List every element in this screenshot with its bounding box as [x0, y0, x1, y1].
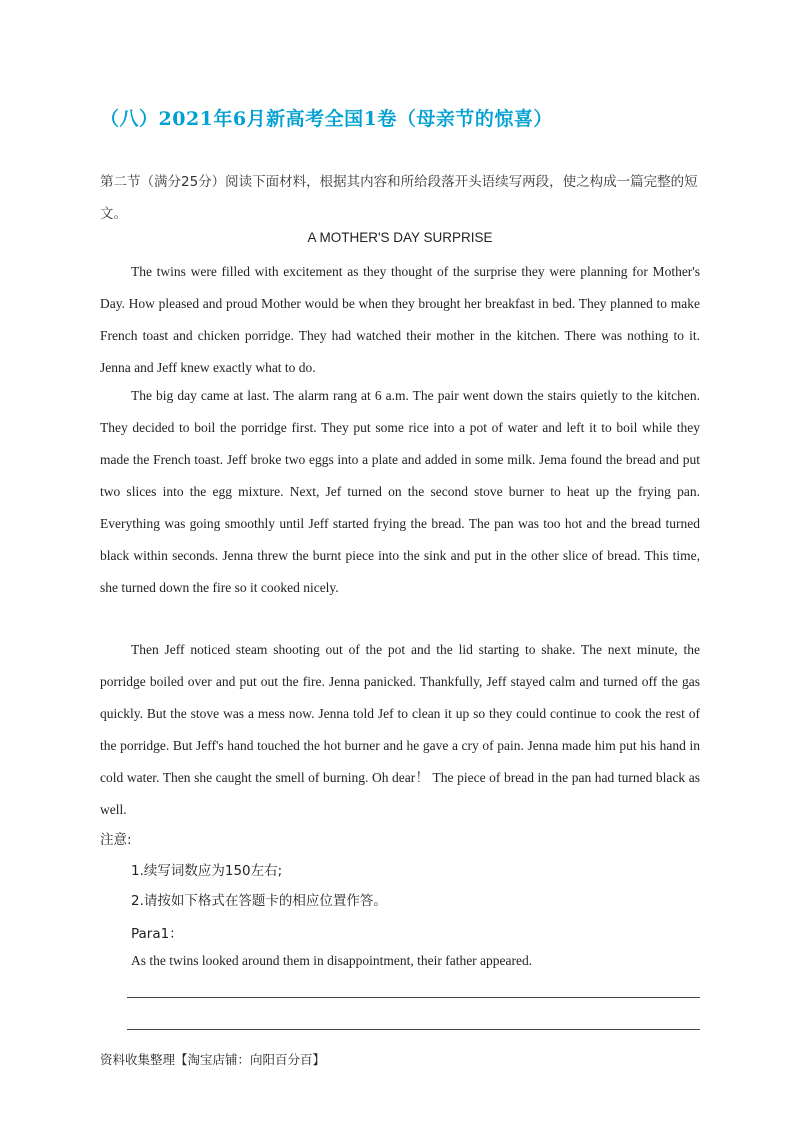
answer-line — [127, 1029, 700, 1030]
page-title: （八）2021年6月新高考全国1卷（母亲节的惊喜） — [100, 108, 553, 130]
requirement-word-count: 1.续写词数应为150左右; — [131, 863, 283, 879]
task-instructions: 第二节（满分25分）阅读下面材料，根据其内容和所给段落开头语续写两段，使之构成一篇完整的短文。 — [100, 174, 698, 222]
notes-label: 注意: — [100, 832, 132, 848]
story-paragraph-3: Then Jeff noticed steam shooting out of the pot and the lid starting to shake. The next minute, the porridge boiled over and put out the fire. Jenna panicked. Thankfully, Jeff stayed calm and turned off the gas quickly. But the stove was a mess now. Jenna told Jef to clean it up so they could continue to cook the rest of the porridge. But Jeff's hand touched the hot burner and he gave a cry of pain. Jenna made him put his hand in cold water. Then she caught the smell of burning. Oh dear！ The piece of bread in the pan had turned black as well. — [100, 642, 700, 817]
story-paragraph-2: The big day came at last. The alarm rang at 6 a.m. The pair went down the stairs quietly to the kitchen. They decided to boil the porridge first. They put some rice into a pot of water and left it to boil while they made the French toast. Jeff broke two eggs into a plate and added in some milk. Jema found the bread and put two slices into the egg mixture. Next, Jef turned on the second stove burner to heat up the frying pan. Everything was going smoothly until Jeff started frying the bread. The pan was too hot and the bread turned black within seconds. Jenna threw the burnt piece into the sink and put in the other slice of bread. This time, she turned down the fire so it cooked nicely. — [100, 388, 700, 595]
para1-label: Para1： — [131, 926, 183, 942]
story-paragraph-1: The twins were filled with excitement as they thought of the surprise they were planning for Mother's Day. How pleased and proud Mother would be when they brought her breakfast in bed. They planned to make French toast and chicken porridge. They had watched their mother in the kitchen. There was nothing to it. Jenna and Jeff knew exactly what to do. — [100, 264, 700, 375]
answer-line — [127, 997, 700, 998]
story-title: A MOTHER'S DAY SURPRISE — [307, 230, 493, 245]
para1-opening-sentence: As the twins looked around them in disappointment, their father appeared. — [131, 953, 533, 968]
footer-source: 资料收集整理【淘宝店铺：向阳百分百】 — [100, 1052, 326, 1067]
requirement-format: 2.请按如下格式在答题卡的相应位置作答。 — [131, 893, 387, 909]
